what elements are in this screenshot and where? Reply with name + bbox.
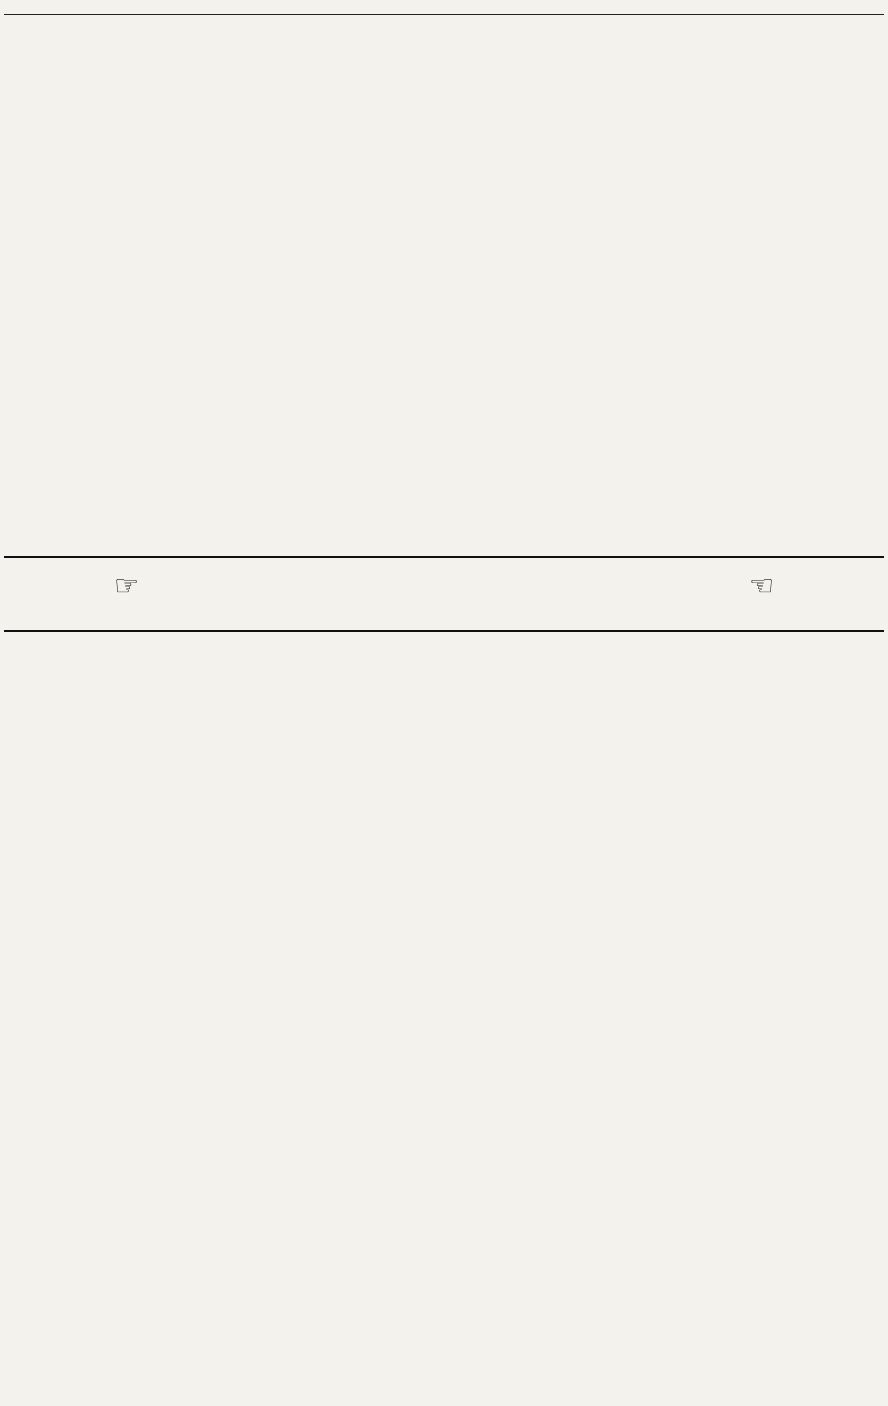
page-folio (4, 2, 884, 14)
pointing-hand-icon: ☞ (114, 571, 140, 602)
help-wanted-section (4, 14, 884, 555)
service-guide-section (4, 632, 884, 1402)
pointing-hand-icon: ☞ (748, 571, 774, 602)
home-service-guide-banner (4, 556, 884, 632)
